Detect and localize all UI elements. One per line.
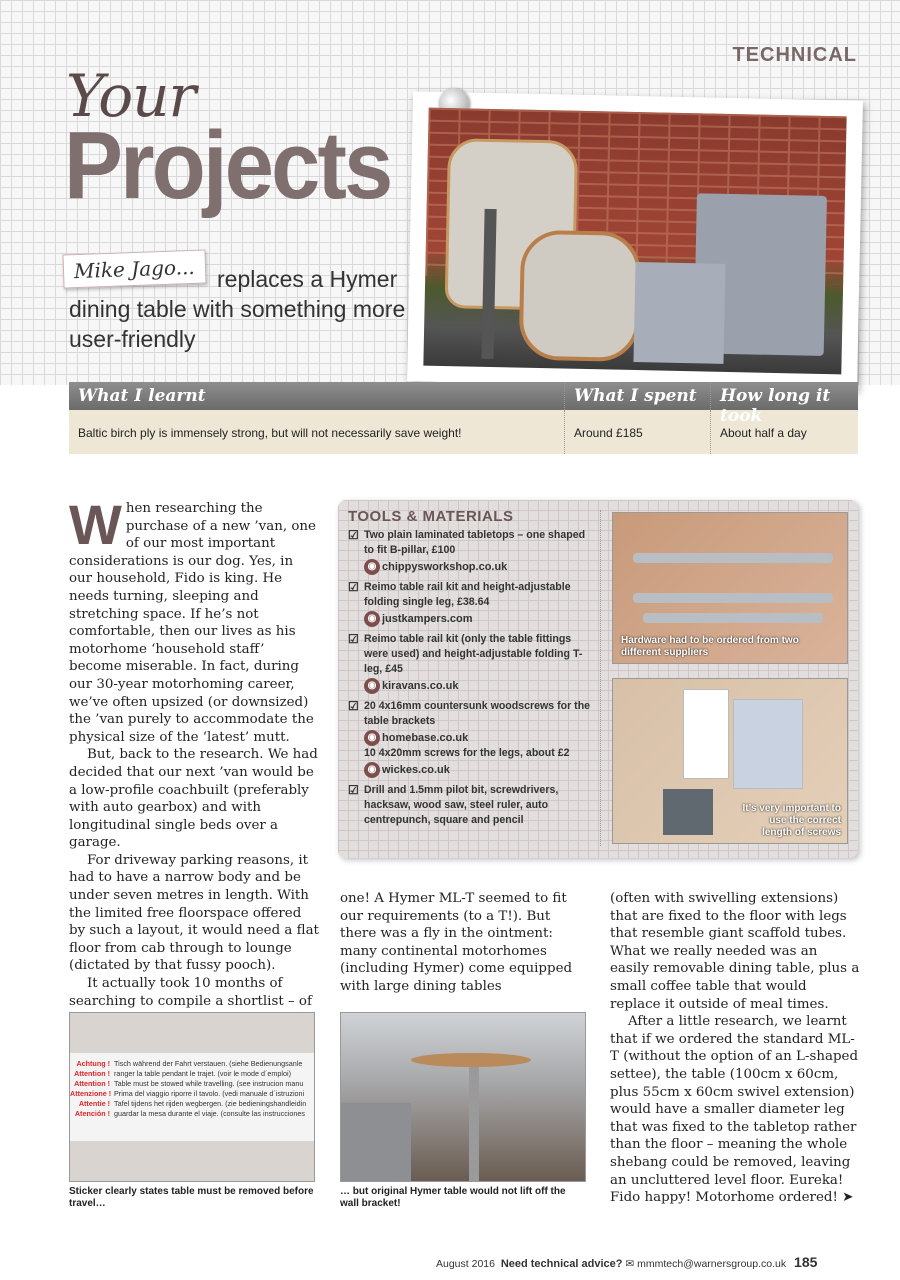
summary-bar bbox=[69, 382, 858, 454]
globe-icon: ◉ bbox=[364, 762, 380, 778]
tabletop-small bbox=[518, 230, 641, 362]
panel-grey-small bbox=[633, 262, 725, 364]
spent-label: What I spent bbox=[565, 382, 711, 410]
site-link[interactable]: justkampers.com bbox=[382, 612, 473, 625]
page-footer bbox=[436, 1254, 817, 1270]
sticker-photo bbox=[69, 1012, 315, 1182]
hero-photo-image bbox=[423, 108, 846, 375]
title-script: Your bbox=[66, 62, 196, 130]
globe-icon: ◉ bbox=[364, 730, 380, 746]
email-icon: ✉ bbox=[625, 1258, 635, 1270]
tool-item: ☑ Reimo table rail kit (only the table fittings were used) and height-adjustable folding T-leg, £45 ◉ kiravans.co.uk bbox=[348, 632, 598, 694]
tool-item: ☑ 20 4x16mm countersunk woodscrews for the table brackets ◉ homebase.co.uk bbox=[348, 699, 598, 746]
article-column-1 bbox=[69, 493, 319, 1010]
site-link[interactable]: homebase.co.uk bbox=[382, 731, 469, 744]
globe-icon: ◉ bbox=[364, 559, 380, 575]
table-leg bbox=[481, 209, 496, 359]
screws-photo bbox=[612, 678, 848, 844]
checkbox-icon: ☑ bbox=[348, 699, 359, 713]
paragraph: It actually took 10 months of searching to compile a shortlist – of bbox=[69, 976, 312, 1009]
checkbox-icon: ☑ bbox=[348, 528, 359, 542]
site-link[interactable]: wickes.co.uk bbox=[382, 763, 450, 776]
paragraph: (often with swivelling extensions) that are fixed to the floor with legs that resemble giant scaffold tubes. What we really needed was an easily removable dining table, plus a small coffee table that would replace it outside of meal times. bbox=[610, 891, 860, 1012]
time-label: How long it took bbox=[720, 386, 831, 426]
paragraph: After a little research, we learnt that if we ordered the standard ML-T (without the option of an L-shaped settee), the table (100cm x 60cm, plus 55cm x 60cm swivel extension) would have a smaller diameter leg that was fixed to the tabletop rather than the floor – meaning the whole shebang could be removed, leaving an uncluttered level floor. Eureka! Fido happy! Motorhome ordered! ➤ bbox=[610, 1014, 859, 1206]
globe-icon: ◉ bbox=[364, 611, 380, 627]
hymer-caption: … but original Hymer table would not lift off the wall bracket! bbox=[340, 1186, 566, 1209]
tools-list bbox=[348, 528, 598, 833]
author-tag: Mike Jago... bbox=[62, 250, 206, 289]
section-label: TECHNICAL bbox=[732, 44, 857, 66]
hardware-caption: Hardware had to be ordered from two different suppliers bbox=[621, 635, 799, 658]
learnt-value: Baltic birch ply is immensely strong, but will not necessarily save weight! bbox=[69, 410, 565, 454]
email-link[interactable]: mmmtech@warnersgroup.co.uk bbox=[637, 1258, 787, 1270]
globe-icon: ◉ bbox=[364, 678, 380, 694]
hymer-table-photo bbox=[340, 1012, 586, 1182]
site-link[interactable]: chippysworkshop.co.uk bbox=[382, 560, 508, 573]
tool-item: ☑ Reimo table rail kit and height-adjustable folding single leg, £38.64 ◉ justkampers.com bbox=[348, 580, 598, 627]
page-title: Projects bbox=[64, 112, 391, 219]
page-number: 185 bbox=[794, 1254, 818, 1270]
divider bbox=[600, 510, 601, 846]
paragraph: one! A Hymer ML-T seemed to fit our requirements (to a T!). But there was a fly in the ointment: many continental motorhomes (including Hymer) come equipped with large dining tables bbox=[340, 891, 573, 994]
advice-label: Need technical advice? bbox=[500, 1258, 623, 1270]
paragraph: But, back to the research. We had decided that our next ’van would be a low-profile coachbuilt (preferably with auto gearbox) and with longitudinal single beds over a garage. bbox=[69, 747, 318, 851]
hero-photo bbox=[407, 91, 863, 390]
drop-cap: W bbox=[69, 493, 122, 556]
sticker-caption: Sticker clearly states table must be removed before travel… bbox=[69, 1186, 314, 1209]
screws-caption: It’s very important to use the correct length of screws bbox=[742, 803, 841, 838]
tool-item: ☑ Two plain laminated tabletops – one shaped to fit B-pillar, £100 ◉ chippysworkshop.co.uk bbox=[348, 528, 598, 575]
hardware-photo bbox=[612, 512, 848, 664]
checkbox-icon: ☑ bbox=[348, 580, 359, 594]
checkbox-icon: ☑ bbox=[348, 632, 359, 646]
tool-item: ☑ Drill and 1.5mm pilot bit, screwdrivers, hacksaw, wood saw, steel ruler, auto centrepunch, square and pencil bbox=[348, 783, 559, 826]
paragraph: When researching the purchase of a new ’van, one of our most important considerations is our dog. Yes, in our household, Fido is king. He needs turning, sleeping and stretching space. If he’s not comfortable, then our lives as his motorhome ‘household staff’ become miserable. In fact, during our 30-year motorhoming career, we’ve often upsized (or downsized) the ’van purely to accommodate the physical size of the ‘latest’ mutt. bbox=[69, 493, 316, 745]
checkbox-icon: ☑ bbox=[348, 783, 359, 797]
article-column-3 bbox=[610, 890, 860, 1207]
learnt-label: What I learnt bbox=[69, 382, 565, 410]
paragraph: For driveway parking reasons, it had to have a narrow body and be under seven metres in length. With the limited free floorspace offered by such a layout, it would need a flat floor from cab through to lounge (dictated by that fussy pooch). bbox=[69, 852, 319, 974]
tool-item: 10 4x20mm screws for the legs, about £2 ◉ wickes.co.uk bbox=[348, 746, 598, 778]
site-link[interactable]: kiravans.co.uk bbox=[382, 679, 459, 692]
subtitle: replaces a Hymer dining table with something more user-friendly bbox=[69, 266, 406, 352]
issue-date: August 2016 bbox=[436, 1258, 495, 1270]
spent-value: Around £185 bbox=[565, 410, 711, 454]
tools-title: TOOLS & MATERIALS bbox=[348, 508, 514, 525]
time-value: About half a day bbox=[720, 426, 807, 440]
warning-sticker: Achtung ! Tisch während der Fahrt verstauen. (siehe Bedienungsanle Attention ! ranger la table pendant le trajet. (voir le mode d´emploi) Attention ! Table must be stowed while travelling. (see instrucion manu Attenzione ! Prima del viaggio riporre il tavolo. (vedi manuale d´istruzioni Attentie ! Tafel tijdens het rijden wegbergen. (zie bedieningshandleidin Atención ! guardar la mesa durante el viaje. (consulte las instrucciones bbox=[70, 1053, 315, 1141]
article-column-2 bbox=[340, 890, 590, 996]
